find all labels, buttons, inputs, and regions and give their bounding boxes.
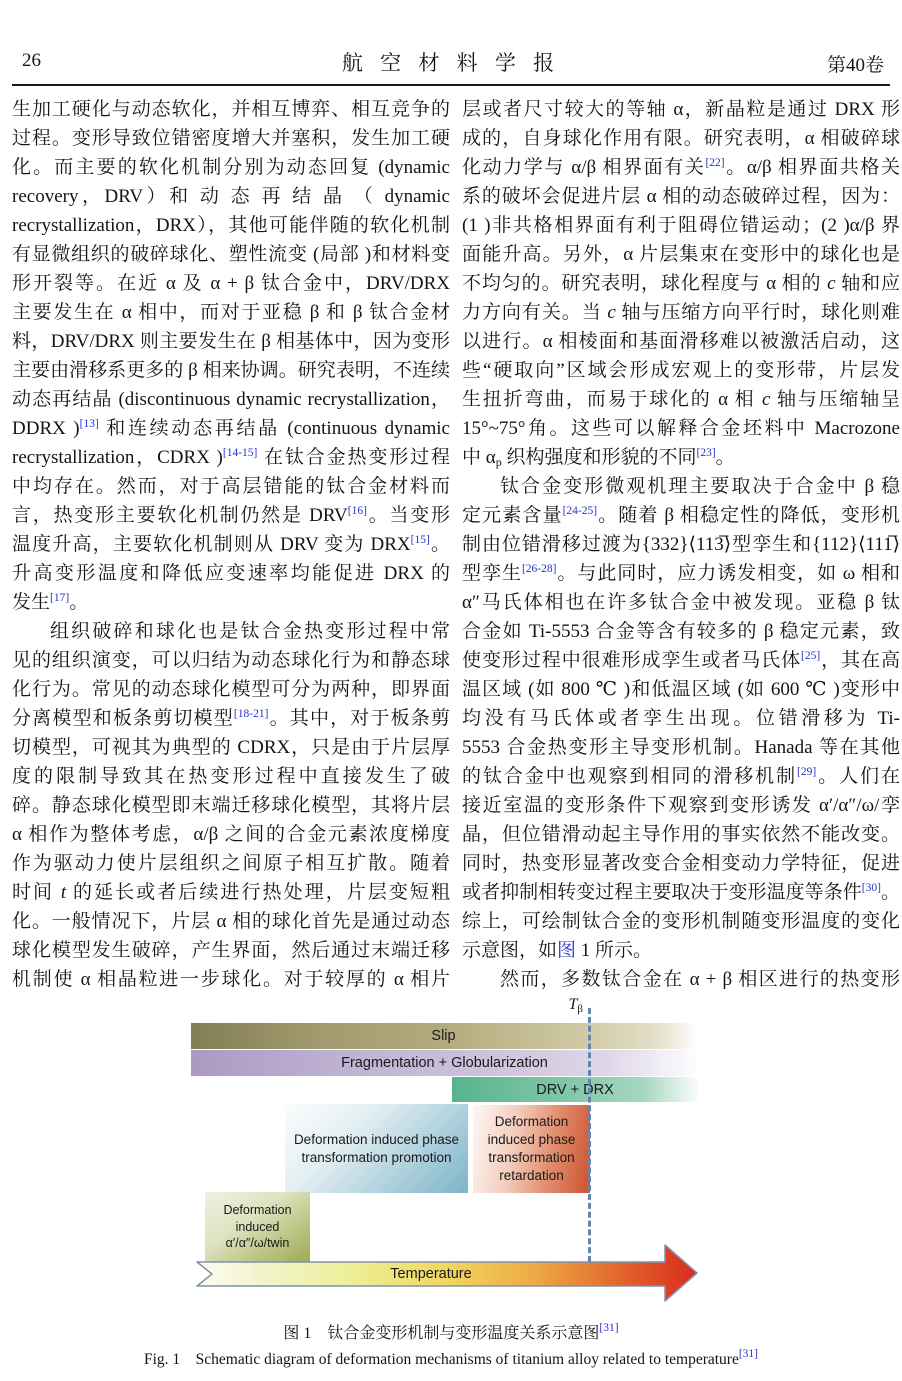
- text-line: 同时，热变形显著改变合金相变动力学特征，促进: [462, 853, 900, 874]
- text-line: α 相作为整体考虑，α/β 之间的合金元素浓度梯度: [12, 824, 450, 845]
- text-line: 度的限制导致其在热变形过程中直接发生了破: [12, 766, 450, 787]
- subscript: p: [495, 455, 502, 469]
- text-line: 使变形过程中很难形成孪生或者马氏体[25]，其在高: [462, 650, 900, 671]
- text-line: 料，DRV/DRX 则主要发生在 β 相基体中，因为变形: [12, 331, 450, 352]
- citation[interactable]: [16]: [347, 505, 367, 517]
- text-line: 形开裂等。在近 α 及 α + β 钛合金中，DRV/DRX: [12, 273, 450, 294]
- text-line: 分离模型和板条剪切模型[18-21]。其中，对于板条剪: [12, 708, 450, 729]
- figure-ref-link[interactable]: 图: [557, 940, 577, 961]
- bar-frag-label: Fragmentation + Globularization: [341, 1055, 548, 1071]
- citation[interactable]: [25]: [801, 650, 821, 662]
- text-line: 力方向有关。当 c 轴与压缩方向平行时，球化则难: [462, 302, 900, 323]
- text-line: 切模型，可视其为典型的 CDRX，只是由于片层厚: [12, 737, 450, 758]
- text-line: 系的破坏会促进片层 α 相的动态破碎过程，因为：: [462, 186, 900, 207]
- figure-box-promotion: [285, 1104, 468, 1193]
- text-line: 不均匀的。研究表明，球化程度与 α 相的 c 轴和应: [462, 273, 900, 294]
- bar-drv-label: DRV + DRX: [536, 1081, 614, 1098]
- text-line: 晶，但位错滑动起主导作用的事实依然不能改变。: [462, 824, 900, 845]
- text-line: 化。一般情况下，片层 α 相的球化首先是通过动态: [12, 911, 450, 932]
- temperature-label: Temperature: [390, 1266, 472, 1282]
- text-line: 球化模型发生破碎，产生界面，然后通过末端迁移: [12, 940, 450, 961]
- citation[interactable]: [24-25]: [562, 505, 598, 517]
- citation[interactable]: [30]: [861, 882, 881, 894]
- text-line: α″马氏体相也在许多钛合金中被发现。亚稳 β 钛: [462, 592, 900, 613]
- figure-box-line: Deformation induced phase: [293, 1131, 460, 1147]
- citation[interactable]: [17]: [50, 592, 70, 604]
- citation[interactable]: [23]: [696, 447, 716, 459]
- page-number: 26: [22, 50, 41, 71]
- text-line: 见的组织演变，可以归结为动态球化行为和静态球: [12, 650, 450, 671]
- text-line: 合金如 Ti-5553 合金等含有较多的 β 稳定元素，致: [462, 621, 900, 642]
- text-line: 主要发生在 α 相中，而对于亚稳 β 和 β 钛合金材: [12, 302, 450, 323]
- journal-title: 航 空 材 料 学 报: [341, 51, 561, 75]
- citation[interactable]: [15]: [410, 534, 430, 546]
- text-line: 层或者尺寸较大的等轴 α，新晶粒是通过 DRX 形: [462, 99, 900, 120]
- citation[interactable]: [22]: [705, 157, 725, 169]
- figure-box-line: α′/α″/ω/twin: [225, 1236, 290, 1251]
- text-line: 温区域 (如 800 ℃ )和低温区域 (如 600 ℃ )变形中: [462, 679, 900, 700]
- t-beta-dashed-line: [588, 1008, 591, 1262]
- text-line: 示意图，如图 1 所示。: [462, 940, 653, 961]
- text-line: 时间 t 的延长或者后续进行热处理，片层变短粗: [12, 882, 450, 903]
- text-line: recrystallization，DRX），其他可能伴随的软化机制: [12, 215, 450, 236]
- text-line: 机制使 α 相晶粒进一步球化。对于较厚的 α 相片: [12, 969, 450, 990]
- text-line: 钛合金变形微观机理主要取决于合金中 β 稳: [500, 476, 900, 497]
- text-line: 制由位错滑移过渡为{332}⟨113̅⟩型孪生和{112}⟨111̅⟩: [462, 534, 900, 555]
- figure-box-line: transformation promotion: [301, 1149, 452, 1165]
- figure-box-line: transformation: [488, 1150, 575, 1165]
- text-line: 生加工硬化与动态软化，并相互博弈、相互竞争的: [12, 99, 450, 120]
- text-line: 中均存在。然而，对于高层错能的钛合金材料而: [12, 476, 450, 497]
- right-column: [462, 95, 900, 994]
- figure-1: [191, 996, 706, 1312]
- figure-box-line: Deformation: [223, 1203, 292, 1218]
- text-line: (1 )非共格相界面有利于阻碍位错运动；(2 )α/β 界: [462, 215, 900, 236]
- text-line: 主要由滑移系更多的 β 相来协调。研究表明，不连续: [12, 360, 450, 381]
- text-line: 碎。静态球化模型即末端迁移球化模型，其将片层: [12, 795, 450, 816]
- text-line: 均没有马氏体或者孪生出现。位错滑移为 Ti-: [462, 708, 900, 729]
- volume-label: 第40卷: [826, 55, 884, 76]
- citation[interactable]: [31]: [599, 1322, 619, 1334]
- text-line: 5553 合金热变形主导变形机制。Hanada 等在其他: [462, 737, 900, 758]
- text-line: 化动力学与 α/β 相界面有关[22]。α/β 相界面共格关: [462, 157, 900, 178]
- text-line: 15°~75°角。这些可以解释合金坯料中 Macrozone: [462, 418, 900, 439]
- text-line: 有显微组织的破碎球化、塑性流变 (局部 )和材料变: [12, 244, 450, 265]
- figure-caption-en: Fig. 1 Schematic diagram of deformation mechanisms of titanium alloy related to temperature[31]: [143, 1348, 759, 1368]
- bar-slip-label: Slip: [431, 1028, 456, 1044]
- text-line: 化行为。常见的动态球化模型可分为两种，即界面: [12, 679, 450, 700]
- citation[interactable]: [18-21]: [233, 708, 269, 720]
- citation[interactable]: [31]: [738, 1348, 759, 1360]
- text-line: 作为驱动力使片层组织之间原子相互扩散。随着: [12, 853, 450, 874]
- figure-box-line: retardation: [499, 1167, 564, 1183]
- citation[interactable]: [26-28]: [521, 563, 557, 575]
- figure-box-retardation: [473, 1105, 590, 1193]
- text-line: 或者抑制相转变过程主要取决于变形温度等条件[30]。: [462, 882, 900, 903]
- text-line: 温度升高，主要软化机制则从 DRV 变为 DRX[15]。: [12, 534, 450, 555]
- text-line: 言，热变形主要软化机制仍然是 DRV[16]。当变形: [12, 505, 450, 526]
- text-line: 过程。变形导致位错密度增大并塞积，发生加工硬: [12, 128, 450, 149]
- text-line: 些“硬取向”区域会形成宏观上的变形带，片层发: [462, 360, 900, 381]
- text-line: 然而，多数钛合金在 α + β 相区进行的热变形: [500, 969, 900, 990]
- text-line: 以进行。α 相棱面和基面滑移难以被激活启动，这: [462, 331, 900, 352]
- figure-bar-slip: [191, 1023, 696, 1049]
- text-line: recovery，DRV）和 动 态 再 结 晶 （ dynamic: [12, 186, 450, 207]
- text-line: 组织破碎和球化也是钛合金热变形过程中常: [50, 621, 450, 642]
- text-line: 升高变形温度和降低应变速率均能促进 DRX 的: [12, 563, 450, 584]
- text-line: 成的，自身球化作用有限。研究表明，α 相破碎球: [462, 128, 900, 149]
- citation[interactable]: [13]: [79, 418, 99, 430]
- text-line: 综上，可绘制钛合金的变形机制随变形温度的变化: [462, 911, 900, 932]
- text-line: DDRX )[13] 和连续动态再结晶 (continuous dynamic: [12, 418, 450, 439]
- text-line: 定元素含量[24-25]。随着 β 相稳定性的降低，变形机: [462, 505, 900, 526]
- left-column: [12, 95, 450, 994]
- text-line: 型孪生[26-28]。与此同时，应力诱发相变，如 ω 相和: [462, 563, 900, 584]
- text-line: 动态再结晶 (discontinuous dynamic recrystallization，: [12, 389, 450, 410]
- figure-caption-zh: 图 1 钛合金变形机制与变形温度关系示意图[31]: [283, 1322, 619, 1342]
- text-line: 发生[17]。: [12, 592, 89, 613]
- citation[interactable]: [29]: [797, 766, 817, 778]
- figure-box-line: induced phase: [487, 1132, 576, 1148]
- text-line: 的钛合金中也观察到相同的滑移机制[29]。人们在: [462, 766, 900, 787]
- text-line: 生扭折弯曲，而易于球化的 α 相 c 轴与压缩轴呈: [462, 389, 900, 410]
- text-line: recrystallization，CDRX )[14-15] 在钛合金热变形过程: [12, 447, 450, 468]
- citation[interactable]: [14-15]: [222, 447, 258, 459]
- figure-box-line: induced: [235, 1219, 280, 1234]
- header-rule: [12, 84, 890, 86]
- figure-bar-fragmentation: [191, 1050, 698, 1076]
- figure-box-line: Deformation: [494, 1114, 569, 1130]
- text-line: 接近室温的变形条件下观察到变形诱发 α′/α″/ω/孪: [462, 795, 900, 816]
- text-line: 面能升高。另外，α 片层集束在变形中的球化也是: [462, 244, 900, 265]
- text-line: 中 $\alpha_p$ 织构强度和形貌的不同[23]。: [462, 447, 735, 469]
- t-beta-label: $T_\beta$: [568, 996, 583, 1015]
- text-line: 化。而主要的软化机制分别为动态回复 (dynamic: [12, 157, 450, 178]
- figure-bar-drv-drx: [452, 1077, 698, 1102]
